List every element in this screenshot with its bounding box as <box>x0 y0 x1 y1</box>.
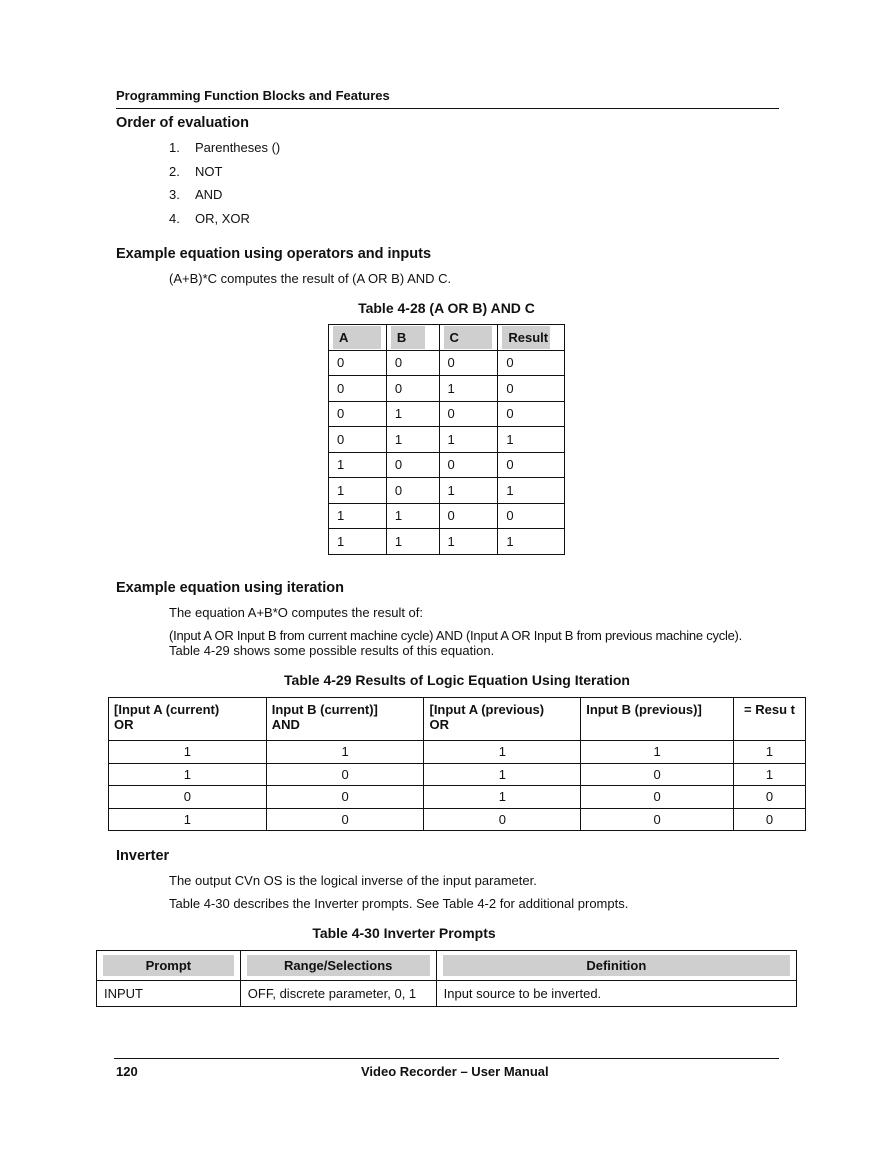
table-cell: 0 <box>439 350 498 376</box>
table-cell: 1 <box>498 529 565 555</box>
table-cell: 1 <box>581 741 734 764</box>
table-cell: 0 <box>734 808 806 831</box>
table-cell: 0 <box>424 808 581 831</box>
column-header: C <box>439 325 498 351</box>
table-cell: 0 <box>439 452 498 478</box>
table-cell: 1 <box>439 529 498 555</box>
table-cell: 1 <box>386 529 439 555</box>
column-header: Input B (previous)] <box>581 698 734 741</box>
inverter-prompts-table <box>96 950 797 1007</box>
table-cell: 0 <box>581 763 734 786</box>
table-cell: 1 <box>424 763 581 786</box>
list-number: 4. <box>169 211 180 226</box>
table-row <box>109 808 806 831</box>
table-cell: 0 <box>329 350 387 376</box>
table-cell: 0 <box>386 350 439 376</box>
list-number: 1. <box>169 140 180 155</box>
table-cell: 0 <box>439 401 498 427</box>
table-cell: 1 <box>386 401 439 427</box>
column-header: [Input A (previous) OR <box>424 698 581 741</box>
paragraph: Table 4-30 describes the Inverter prompts. See Table 4-2 for additional prompts. <box>169 896 629 911</box>
table-cell: 0 <box>266 808 424 831</box>
table-row <box>329 529 565 555</box>
column-header: [Input A (current) OR <box>109 698 267 741</box>
table-row <box>329 427 565 453</box>
table-row <box>329 452 565 478</box>
table-cell: 1 <box>734 763 806 786</box>
table-cell: 0 <box>498 503 565 529</box>
table-cell: 0 <box>329 427 387 453</box>
table-row <box>97 981 797 1007</box>
table-caption: Table 4-28 (A OR B) AND C <box>358 300 535 316</box>
column-header: = Resu t <box>734 698 806 741</box>
table-row <box>109 741 806 764</box>
paragraph: (A+B)*C computes the result of (A OR B) AND C. <box>169 271 452 286</box>
header-rule <box>116 108 779 109</box>
results-table-4-29 <box>108 697 806 831</box>
table-cell: 1 <box>498 427 565 453</box>
table-row <box>329 376 565 402</box>
table-cell: 1 <box>424 786 581 809</box>
table-cell: 0 <box>581 808 734 831</box>
table-cell: 0 <box>109 786 267 809</box>
table-cell: 1 <box>329 478 387 504</box>
table-header-row <box>109 698 806 741</box>
table-cell: OFF, discrete parameter, 0, 1 <box>240 981 436 1007</box>
table-cell: 0 <box>498 401 565 427</box>
table-cell: 1 <box>734 741 806 764</box>
paragraph: Table 4-29 shows some possible results of this equation. <box>169 643 495 658</box>
table-cell: 0 <box>386 376 439 402</box>
list-item: NOT <box>195 164 223 179</box>
table-cell: 1 <box>498 478 565 504</box>
table-caption: Table 4-30 Inverter Prompts <box>312 925 496 941</box>
table-cell: 1 <box>109 808 267 831</box>
table-cell: 0 <box>734 786 806 809</box>
table-cell: 1 <box>109 763 267 786</box>
table-cell: 1 <box>386 427 439 453</box>
footer-rule <box>114 1058 779 1059</box>
table-cell: 0 <box>329 376 387 402</box>
table-cell: 1 <box>329 529 387 555</box>
list-item: Parentheses () <box>195 140 281 155</box>
table-cell: 0 <box>498 350 565 376</box>
table-cell: 1 <box>424 741 581 764</box>
column-header: Definition <box>436 951 796 981</box>
paragraph: The output CVn OS is the logical inverse of the input parameter. <box>169 873 537 888</box>
table-row <box>109 786 806 809</box>
table-cell: 1 <box>329 452 387 478</box>
column-header: Input B (current)] AND <box>266 698 424 741</box>
running-header: Programming Function Blocks and Features <box>116 88 390 103</box>
column-header: B <box>386 325 439 351</box>
column-header: Range/Selections <box>240 951 436 981</box>
table-cell: Input source to be inverted. <box>436 981 796 1007</box>
table-cell: 0 <box>266 763 424 786</box>
table-cell: INPUT <box>97 981 241 1007</box>
table-cell: 0 <box>266 786 424 809</box>
table-caption: Table 4-29 Results of Logic Equation Using Iteration <box>284 672 630 688</box>
heading-inverter: Inverter <box>116 848 170 864</box>
column-header: Result <box>498 325 565 351</box>
table-cell: 0 <box>386 478 439 504</box>
table-row <box>329 503 565 529</box>
truth-table-4-28 <box>328 324 565 555</box>
list-number: 3. <box>169 187 180 202</box>
heading-order-of-evaluation: Order of evaluation <box>116 115 249 131</box>
column-header: A <box>329 325 387 351</box>
table-cell: 1 <box>439 478 498 504</box>
footer-title: Video Recorder – User Manual <box>361 1064 549 1079</box>
column-header: Prompt <box>97 951 241 981</box>
table-cell: 1 <box>266 741 424 764</box>
table-cell: 1 <box>329 503 387 529</box>
table-cell: 0 <box>498 376 565 402</box>
table-cell: 0 <box>498 452 565 478</box>
list-item: AND <box>195 187 223 202</box>
list-item: OR, XOR <box>195 211 250 226</box>
table-row <box>329 401 565 427</box>
list-number: 2. <box>169 164 180 179</box>
table-cell: 0 <box>581 786 734 809</box>
table-cell: 1 <box>439 376 498 402</box>
table-cell: 0 <box>439 503 498 529</box>
heading-example-operators: Example equation using operators and inputs <box>116 246 432 262</box>
heading-example-iteration: Example equation using iteration <box>116 580 345 596</box>
table-cell: 1 <box>439 427 498 453</box>
table-header-row <box>329 325 565 351</box>
paragraph: (Input A OR Input B from current machine cycle) AND (Input A OR Input B from previous machine cycle). <box>169 628 742 643</box>
table-row <box>329 478 565 504</box>
table-cell: 1 <box>109 741 267 764</box>
paragraph: The equation A+B*O computes the result of: <box>169 605 424 620</box>
table-header-row <box>97 951 797 981</box>
table-cell: 0 <box>386 452 439 478</box>
table-cell: 0 <box>329 401 387 427</box>
table-row <box>109 763 806 786</box>
page-number: 120 <box>116 1064 138 1079</box>
table-row <box>329 350 565 376</box>
table-cell: 1 <box>386 503 439 529</box>
